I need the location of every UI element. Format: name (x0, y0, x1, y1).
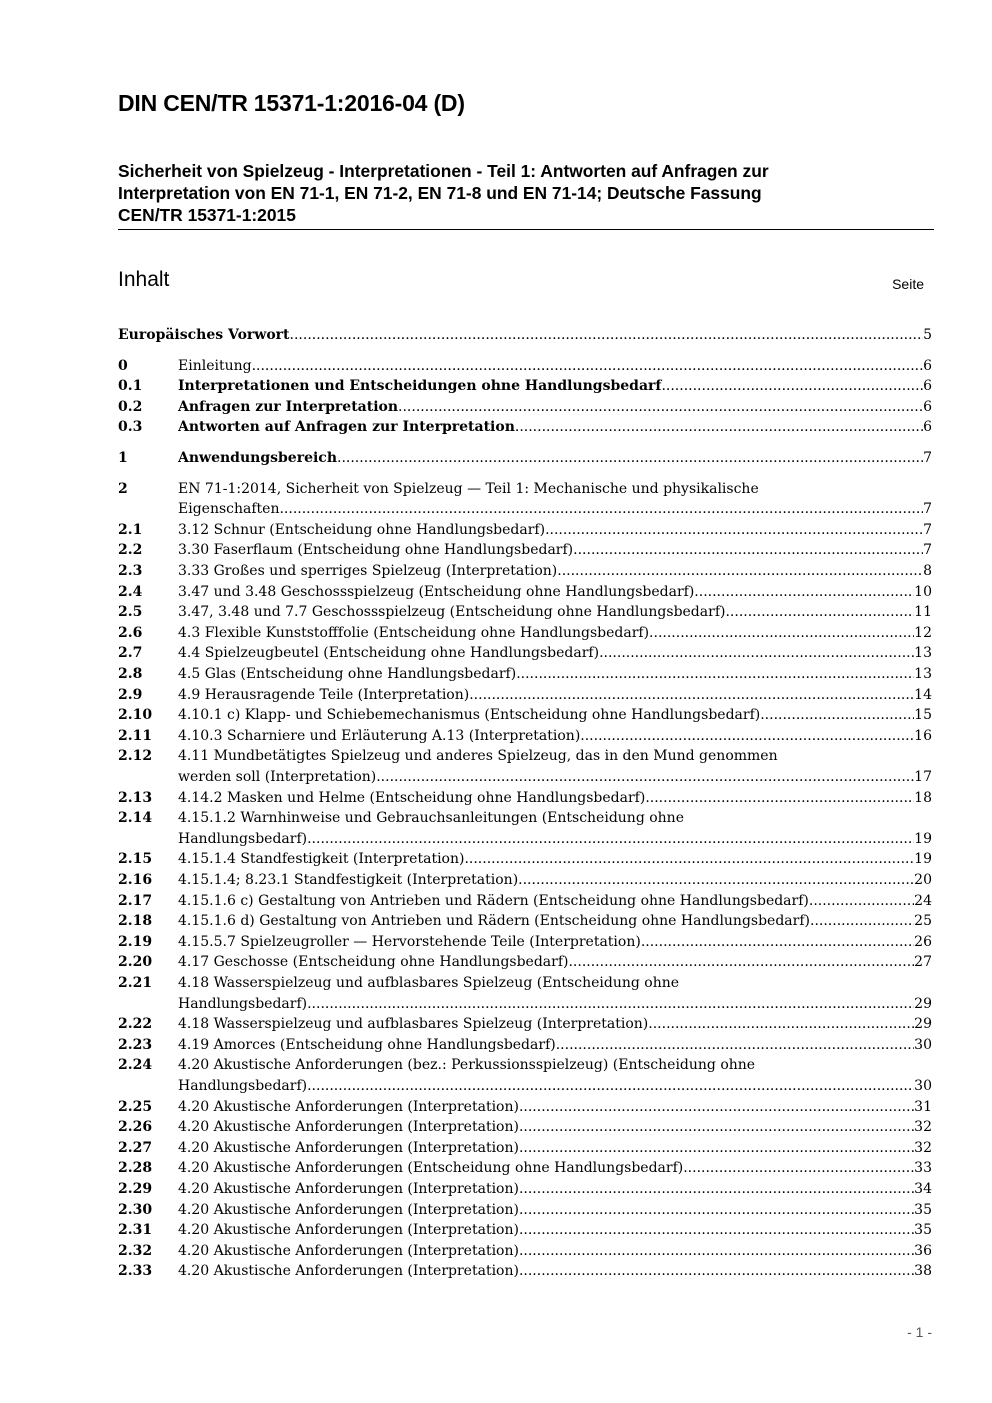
toc-entry-title: 4.14.2 Masken und Helme (Entscheidung ohne Handlungsbedarf) (178, 789, 646, 806)
table-of-contents (118, 0, 932, 1403)
toc-entry-number: 0 (118, 357, 128, 374)
toc-entry-page: 17 (914, 769, 932, 785)
toc-entry-title-cont: Handlungsbedarf) (178, 830, 308, 847)
toc-entry-number: 2.2 (118, 542, 143, 559)
toc-entry-number: 2.14 (118, 810, 153, 827)
toc-leader-dots (519, 1200, 914, 1220)
toc-entry-page: 35 (914, 1222, 932, 1239)
toc-entry-title: 4.5 Glas (Entscheidung ohne Handlungsbedarf) (178, 666, 517, 682)
toc-entry-line (178, 602, 932, 622)
toc-entry-page: 7 (923, 450, 932, 466)
toc-entry-line (178, 994, 932, 1014)
toc-entry (118, 643, 932, 663)
toc-entry-title: 3.47 und 3.48 Geschossspielzeug (Entscheidung ohne Handlungsbedarf) (178, 583, 695, 600)
toc-entry-title: Antworten auf Anfragen zur Interpretation (178, 419, 515, 436)
toc-entry-line (178, 561, 932, 581)
toc-leader-dots (683, 1158, 914, 1178)
toc-entry-line (178, 448, 932, 468)
toc-entry-title: 4.10.3 Scharniere und Erläuterung A.13 (Interpretation) (178, 727, 581, 744)
toc-entry-number: 1 (118, 450, 128, 466)
toc-entry (118, 397, 932, 417)
toc-leader-dots (519, 1117, 914, 1137)
toc-entry-line (178, 1138, 932, 1158)
toc-entry-page: 30 (914, 1078, 932, 1094)
toc-entry-line (178, 1179, 932, 1199)
toc-leader-dots (252, 356, 924, 376)
subtitle-line: CEN/TR 15371-1:2015 (118, 205, 296, 225)
toc-entry-number: 2.12 (118, 748, 153, 765)
toc-entry (118, 932, 932, 952)
toc-entry (118, 1055, 932, 1075)
toc-entry-continuation (118, 767, 932, 787)
toc-entry-line (178, 1200, 932, 1220)
toc-leader-dots (556, 1035, 914, 1055)
toc-entry-continuation (118, 1076, 932, 1096)
toc-entry (118, 417, 932, 437)
toc-entry (118, 448, 932, 468)
toc-entry (118, 325, 932, 345)
subtitle-line: Sicherheit von Spielzeug - Interpretationen - Teil 1: Antworten auf Anfragen zur (118, 161, 769, 181)
toc-entry-title: 4.18 Wasserspielzeug und aufblasbares Spielzeug (Entscheidung ohne (178, 975, 680, 991)
toc-entry-page: 32 (914, 1139, 932, 1156)
toc-page-column-label: Seite (892, 276, 924, 292)
toc-entry-number: 2.16 (118, 872, 153, 888)
toc-entry (118, 1261, 932, 1281)
toc-entry-title: 4.4 Spielzeugbeutel (Entscheidung ohne Handlungsbedarf) (178, 645, 600, 662)
toc-leader-dots (307, 829, 914, 849)
toc-entry-line (178, 1076, 932, 1096)
toc-leader-dots (599, 643, 914, 663)
toc-entry-title: 4.20 Akustische Anforderungen (Interpretation) (178, 1181, 519, 1197)
toc-entry-title: 4.11 Mundbetätigtes Spielzeug und anderes Spielzeug, das in den Mund genommen (178, 748, 778, 765)
toc-entry-page: 8 (923, 563, 932, 579)
toc-entry-title: 4.20 Akustische Anforderungen (bez.: Perkussionsspielzeug) (Entscheidung ohne (178, 1057, 756, 1074)
toc-entry (118, 973, 932, 993)
toc-entry-number: 2 (118, 480, 128, 497)
toc-entry-page: 24 (914, 892, 932, 909)
toc-entry-line (178, 891, 932, 911)
toc-entry-page: 29 (914, 1016, 932, 1033)
toc-entry-number: 2.9 (118, 686, 143, 703)
toc-entry-line (178, 932, 932, 952)
toc-leader-dots (519, 1097, 914, 1117)
toc-leader-dots (649, 623, 914, 643)
toc-entry (118, 561, 932, 581)
toc-entry-number: 2.27 (118, 1139, 153, 1156)
toc-entry-line (178, 788, 932, 808)
toc-entry-line (178, 376, 932, 396)
toc-entry-number: 2.18 (118, 913, 153, 930)
toc-entry-page: 33 (914, 1160, 932, 1177)
toc-leader-dots (648, 1014, 914, 1034)
toc-entry-title: 4.9 Herausragende Teile (Interpretation) (178, 686, 470, 703)
toc-entry (118, 1179, 932, 1199)
toc-leader-dots (694, 582, 914, 602)
toc-entry-title-cont: werden soll (Interpretation) (178, 769, 377, 785)
toc-entry (118, 602, 932, 622)
toc-entry-line (178, 356, 932, 376)
toc-leader-dots (573, 540, 923, 560)
toc-entry-title: 4.20 Akustische Anforderungen (Interpretation) (178, 1263, 519, 1280)
toc-entry (118, 952, 932, 972)
toc-leader-dots (809, 891, 914, 911)
subtitle-line: Interpretation von EN 71-1, EN 71-2, EN 71-8 und EN 71-14; Deutsche Fassung (118, 183, 762, 203)
toc-leader-dots (398, 397, 923, 417)
toc-entry-number: 2.4 (118, 583, 143, 600)
toc-entry-line (178, 1117, 932, 1137)
toc-leader-dots (515, 417, 923, 437)
toc-entry-title: 4.20 Akustische Anforderungen (Interpretation) (178, 1201, 519, 1218)
toc-entry-number: 2.19 (118, 933, 153, 950)
toc-entry-line (178, 1014, 932, 1034)
toc-entry-line (178, 664, 932, 684)
toc-entry-line (178, 540, 932, 560)
toc-entry-page: 30 (914, 1036, 932, 1053)
toc-entry-page: 29 (914, 995, 932, 1012)
toc-entry-title: 3.33 Großes und sperriges Spielzeug (Interpretation) (178, 563, 558, 579)
toc-entry (118, 788, 932, 808)
toc-leader-dots (279, 499, 923, 519)
toc-entry (118, 1117, 932, 1137)
toc-entry-line (178, 1261, 932, 1281)
toc-entry-number: 0.2 (118, 398, 143, 415)
toc-entry-title: 3.12 Schnur (Entscheidung ohne Handlungsbedarf) (178, 521, 546, 538)
toc-leader-dots (645, 788, 914, 808)
toc-leader-dots (307, 994, 914, 1014)
toc-entry (118, 849, 932, 869)
toc-entry-number: 0.3 (118, 419, 143, 436)
toc-entry-line (178, 726, 932, 746)
toc-leader-dots (307, 1076, 914, 1096)
toc-entry (118, 582, 932, 602)
toc-entry-line (178, 1241, 932, 1261)
toc-entry-number: 2.13 (118, 789, 153, 806)
toc-entry-title: 4.20 Akustische Anforderungen (Interpretation) (178, 1242, 519, 1259)
toc-leader-dots (519, 1179, 914, 1199)
toc-entry-title: 4.17 Geschosse (Entscheidung ohne Handlungsbedarf) (178, 954, 569, 971)
toc-entry-line (178, 1035, 932, 1055)
toc-entry-title: 4.20 Akustische Anforderungen (Interpretation) (178, 1119, 519, 1136)
toc-leader-dots (580, 726, 914, 746)
toc-entry-page: 6 (923, 398, 932, 415)
toc-entry-page: 35 (914, 1201, 932, 1218)
toc-entry-number: 2.29 (118, 1181, 153, 1197)
toc-entry-page: 10 (914, 583, 932, 600)
toc-entry-line (178, 1158, 932, 1178)
toc-entry-page: 34 (914, 1181, 932, 1197)
toc-leader-dots (518, 870, 914, 890)
toc-leader-dots (545, 520, 923, 540)
toc-entry-page: 36 (914, 1242, 932, 1259)
toc-entry-number: 2.15 (118, 851, 153, 868)
toc-leader-dots (519, 1138, 914, 1158)
toc-entry-title: 4.10.1 c) Klapp- und Schiebemechanismus (Entscheidung ohne Handlungsbedarf) (178, 707, 761, 724)
toc-entry-page: 11 (914, 604, 932, 621)
toc-entry-title: 4.15.5.7 Spielzeugroller — Hervorstehende Teile (Interpretation) (178, 933, 641, 950)
toc-entry-number: 0.1 (118, 378, 143, 395)
toc-entry-line (178, 623, 932, 643)
toc-entry-number: 2.11 (118, 727, 153, 744)
toc-entry (118, 726, 932, 746)
toc-entry-line (178, 1055, 932, 1075)
toc-entry-title: 4.15.1.6 d) Gestaltung von Antrieben und Rädern (Entscheidung ohne Handlungsbedarf) (178, 913, 810, 930)
toc-entry-title: 4.15.1.4; 8.23.1 Standfestigkeit (Interpretation) (178, 872, 519, 888)
toc-leader-dots (519, 1261, 914, 1281)
toc-entry-line (118, 325, 932, 345)
toc-entry-page: 15 (914, 707, 932, 724)
toc-entry-line (178, 520, 932, 540)
toc-entry (118, 808, 932, 828)
toc-entry-number: 2.23 (118, 1036, 153, 1053)
toc-entry-title-cont: Handlungsbedarf) (178, 1078, 308, 1094)
toc-entry-title: 4.15.1.2 Warnhinweise und Gebrauchsanleitungen (Entscheidung ohne (178, 810, 684, 827)
toc-entry-title: Europäisches Vorwort (118, 327, 290, 343)
toc-entry (118, 479, 932, 499)
toc-entry-number: 2.31 (118, 1222, 153, 1239)
toc-entry-page: 16 (914, 727, 932, 744)
toc-entry-page: 12 (914, 624, 932, 641)
toc-entry-line (178, 499, 932, 519)
toc-entry-line (178, 808, 932, 828)
toc-leader-dots (760, 705, 914, 725)
toc-entry (118, 1200, 932, 1220)
toc-entry-line (178, 870, 932, 890)
toc-leader-dots (464, 849, 914, 869)
toc-entry-line (178, 705, 932, 725)
toc-entry (118, 746, 932, 766)
toc-entry-title: 4.15.1.6 c) Gestaltung von Antrieben und Rädern (Entscheidung ohne Handlungsbedarf) (178, 892, 809, 909)
toc-leader-dots (469, 685, 914, 705)
toc-entry-number: 2.25 (118, 1098, 153, 1115)
toc-entry (118, 891, 932, 911)
toc-entry-page: 14 (914, 686, 932, 703)
toc-entry-number: 2.21 (118, 975, 153, 991)
toc-entry-title: 3.47, 3.48 und 7.7 Geschossspielzeug (Entscheidung ohne Handlungsbedarf) (178, 604, 726, 621)
toc-heading: Inhalt (118, 268, 170, 291)
toc-entry (118, 870, 932, 890)
document-title: DIN CEN/TR 15371-1:2016-04 (D) (118, 90, 465, 116)
toc-entry-line (178, 685, 932, 705)
toc-entry-title: 4.19 Amorces (Entscheidung ohne Handlungsbedarf) (178, 1036, 556, 1053)
toc-entry-line (178, 973, 932, 993)
toc-entry-line (178, 643, 932, 663)
toc-entry-continuation (118, 994, 932, 1014)
toc-entry (118, 1158, 932, 1178)
toc-entry-title: 4.20 Akustische Anforderungen (Interpretation) (178, 1222, 519, 1239)
toc-leader-dots (661, 376, 923, 396)
toc-entry-title: 4.18 Wasserspielzeug und aufblasbares Spielzeug (Interpretation) (178, 1016, 649, 1033)
toc-leader-dots (725, 602, 914, 622)
toc-entry-number: 2.26 (118, 1119, 153, 1136)
toc-entry (118, 705, 932, 725)
toc-leader-dots (376, 767, 914, 787)
toc-entry-number: 2.17 (118, 892, 153, 909)
toc-entry-page: 19 (914, 851, 932, 868)
toc-entry (118, 911, 932, 931)
toc-entry-title: Interpretationen und Entscheidungen ohne Handlungsbedarf (178, 378, 662, 395)
toc-entry-title: 4.20 Akustische Anforderungen (Interpretation) (178, 1098, 519, 1115)
toc-entry-page: 6 (923, 357, 932, 374)
toc-entry-line (178, 479, 932, 499)
toc-entry-number: 2.24 (118, 1057, 153, 1074)
toc-entry-line (178, 767, 932, 787)
toc-entry-title: Anwendungsbereich (178, 450, 337, 466)
toc-entry-page: 27 (914, 954, 932, 971)
toc-entry (118, 1014, 932, 1034)
toc-entry-page: 31 (914, 1098, 932, 1115)
toc-leader-dots (519, 1241, 914, 1261)
toc-entry-number: 2.8 (118, 666, 143, 682)
toc-entry-continuation (118, 829, 932, 849)
toc-entry (118, 1138, 932, 1158)
toc-entry-number: 2.33 (118, 1263, 153, 1280)
toc-entry-page: 6 (923, 419, 932, 436)
toc-entry (118, 520, 932, 540)
toc-entry (118, 685, 932, 705)
toc-entry (118, 376, 932, 396)
toc-entry-page: 38 (914, 1263, 932, 1280)
toc-entry-line (178, 911, 932, 931)
toc-entry (118, 540, 932, 560)
toc-entry-line (178, 952, 932, 972)
toc-entry-page: 6 (923, 378, 932, 395)
toc-entry-line (178, 829, 932, 849)
toc-entry-number: 2.30 (118, 1201, 153, 1218)
toc-entry-number: 2.6 (118, 624, 143, 641)
toc-entry-title: 4.20 Akustische Anforderungen (Interpretation) (178, 1139, 519, 1156)
toc-leader-dots (519, 1220, 914, 1240)
page-number: - 1 - (907, 1324, 932, 1340)
toc-entry-line (178, 1097, 932, 1117)
toc-entry-line (178, 582, 932, 602)
toc-entry-page: 13 (914, 645, 932, 662)
toc-entry-page: 7 (923, 521, 932, 538)
toc-entry-number: 2.28 (118, 1160, 153, 1177)
toc-entry-line (178, 1220, 932, 1240)
toc-entry-number: 2.3 (118, 563, 143, 579)
toc-entry-title: Anfragen zur Interpretation (178, 398, 399, 415)
toc-entry-line (178, 397, 932, 417)
toc-entry-title: EN 71-1:2014, Sicherheit von Spielzeug — Teil 1: Mechanische und physikalische (178, 480, 759, 497)
toc-entry-page: 5 (923, 327, 932, 343)
toc-entry-number: 2.22 (118, 1016, 153, 1033)
toc-entry-title: 4.3 Flexible Kunststofffolie (Entscheidung ohne Handlungsbedarf) (178, 624, 650, 641)
toc-leader-dots (516, 664, 914, 684)
toc-entry-page: 32 (914, 1119, 932, 1136)
toc-leader-dots (641, 932, 914, 952)
toc-entry-number: 2.1 (118, 521, 143, 538)
toc-leader-dots (290, 325, 924, 345)
toc-entry-page: 7 (923, 542, 932, 559)
toc-leader-dots (557, 561, 923, 581)
toc-entry-line (178, 417, 932, 437)
toc-entry-number: 2.5 (118, 604, 143, 621)
toc-entry-page: 25 (914, 913, 932, 930)
toc-entry (118, 1241, 932, 1261)
toc-entry-number: 2.10 (118, 707, 153, 724)
toc-entry-page: 26 (914, 933, 932, 950)
toc-entry-page: 20 (914, 872, 932, 888)
toc-entry-title: Einleitung (178, 357, 252, 374)
toc-entry-page: 18 (914, 789, 932, 806)
toc-leader-dots (337, 448, 923, 468)
toc-entry-title-cont: Eigenschaften (178, 501, 280, 518)
toc-entry (118, 1097, 932, 1117)
toc-entry-number: 2.7 (118, 645, 143, 662)
toc-entry-page: 13 (914, 666, 932, 682)
toc-entry-continuation (118, 499, 932, 519)
toc-leader-dots (568, 952, 914, 972)
toc-entry-number: 2.20 (118, 954, 153, 971)
toc-entry-title-cont: Handlungsbedarf) (178, 995, 308, 1012)
toc-entry-title: 3.30 Faserflaum (Entscheidung ohne Handlungsbedarf) (178, 542, 574, 559)
toc-entry-title: 4.20 Akustische Anforderungen (Entscheidung ohne Handlungsbedarf) (178, 1160, 684, 1177)
toc-entry (118, 1220, 932, 1240)
toc-entry-number: 2.32 (118, 1242, 153, 1259)
toc-entry-page: 7 (923, 501, 932, 518)
toc-entry-line (178, 746, 932, 766)
toc-entry-page: 19 (914, 830, 932, 847)
toc-leader-dots (810, 911, 914, 931)
toc-entry (118, 1035, 932, 1055)
toc-entry (118, 623, 932, 643)
toc-entry (118, 356, 932, 376)
toc-entry (118, 664, 932, 684)
toc-entry-title: 4.15.1.4 Standfestigkeit (Interpretation) (178, 851, 465, 868)
toc-entry-line (178, 849, 932, 869)
